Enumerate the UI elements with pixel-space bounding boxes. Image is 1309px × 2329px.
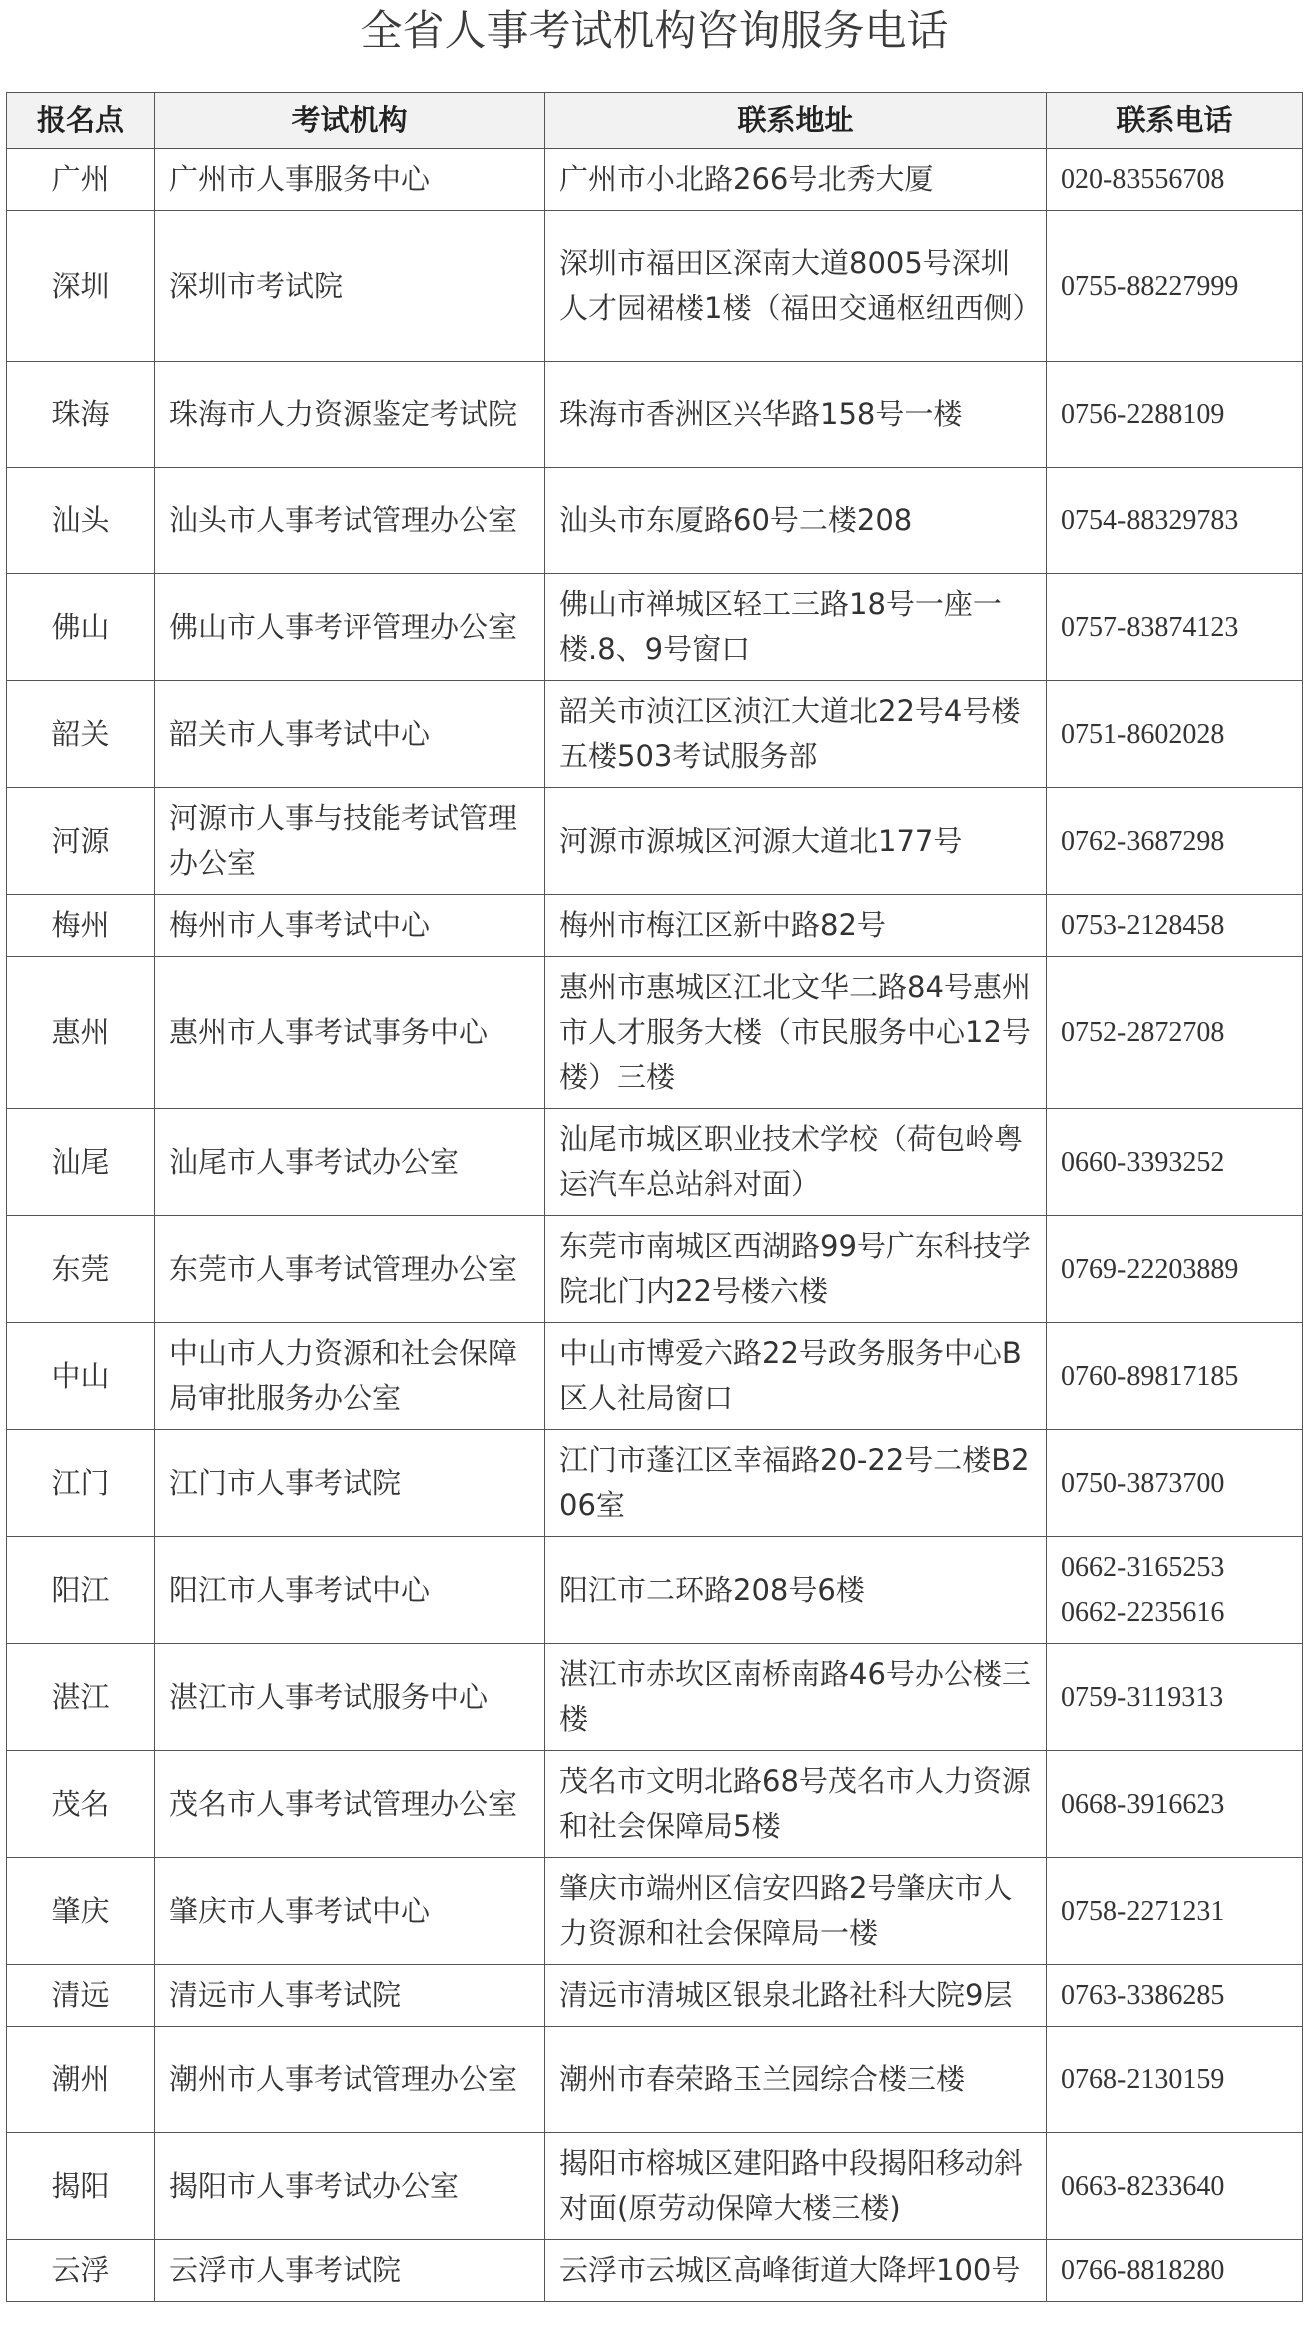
cell-city: 云浮 bbox=[7, 2240, 155, 2302]
table-row bbox=[7, 1751, 1303, 1858]
table-row bbox=[7, 468, 1303, 574]
phone-number: 0753-2128458 bbox=[1061, 910, 1225, 941]
cell-address: 揭阳市榕城区建阳路中段揭阳移动斜对面(原劳动保障大楼三楼) bbox=[545, 2133, 1047, 2240]
table-row bbox=[7, 1430, 1303, 1537]
cell-phone bbox=[1047, 1858, 1303, 1965]
cell-org: 东莞市人事考试管理办公室 bbox=[155, 1216, 545, 1323]
cell-city: 汕头 bbox=[7, 468, 155, 574]
cell-city: 清远 bbox=[7, 1965, 155, 2027]
cell-phone bbox=[1047, 2240, 1303, 2302]
cell-phone bbox=[1047, 1644, 1303, 1751]
cell-org: 湛江市人事考试服务中心 bbox=[155, 1644, 545, 1751]
column-header-address: 联系地址 bbox=[545, 93, 1047, 149]
cell-org: 佛山市人事考评管理办公室 bbox=[155, 574, 545, 681]
cell-city: 深圳 bbox=[7, 211, 155, 362]
phone-number: 0769-22203889 bbox=[1061, 1253, 1239, 1285]
column-header-org: 考试机构 bbox=[155, 93, 545, 149]
cell-phone bbox=[1047, 362, 1303, 468]
cell-phone bbox=[1047, 1323, 1303, 1430]
cell-city: 东莞 bbox=[7, 1216, 155, 1323]
cell-city: 湛江 bbox=[7, 1644, 155, 1751]
cell-address: 湛江市赤坎区南桥南路46号办公楼三楼 bbox=[545, 1644, 1047, 1751]
cell-org: 茂名市人事考试管理办公室 bbox=[155, 1751, 545, 1858]
cell-org: 清远市人事考试院 bbox=[155, 1965, 545, 2027]
table-row bbox=[7, 1644, 1303, 1751]
cell-org: 河源市人事与技能考试管理办公室 bbox=[155, 788, 545, 895]
table-row bbox=[7, 2027, 1303, 2133]
cell-org: 广州市人事服务中心 bbox=[155, 149, 545, 211]
cell-address: 佛山市禅城区轻工三路18号一座一楼.8、9号窗口 bbox=[545, 574, 1047, 681]
cell-address: 汕尾市城区职业技术学校（荷包岭粤运汽车总站斜对面） bbox=[545, 1109, 1047, 1216]
table-row bbox=[7, 574, 1303, 681]
cell-city: 揭阳 bbox=[7, 2133, 155, 2240]
cell-address: 潮州市春荣路玉兰园综合楼三楼 bbox=[545, 2027, 1047, 2133]
cell-org: 惠州市人事考试事务中心 bbox=[155, 957, 545, 1109]
phone-number: 0758-2271231 bbox=[1061, 1895, 1225, 1927]
cell-phone bbox=[1047, 2027, 1303, 2133]
cell-address: 东莞市南城区西湖路99号广东科技学院北门内22号楼六楼 bbox=[545, 1216, 1047, 1323]
phone-number: 0766-8818280 bbox=[1061, 2255, 1225, 2286]
table-row bbox=[7, 1323, 1303, 1430]
cell-address: 阳江市二环路208号6楼 bbox=[545, 1537, 1047, 1644]
cell-org: 韶关市人事考试中心 bbox=[155, 681, 545, 788]
table-row bbox=[7, 2240, 1303, 2302]
table-row bbox=[7, 681, 1303, 788]
cell-org: 阳江市人事考试中心 bbox=[155, 1537, 545, 1644]
table-row bbox=[7, 149, 1303, 211]
cell-city: 广州 bbox=[7, 149, 155, 211]
cell-phone bbox=[1047, 1537, 1303, 1644]
cell-city: 潮州 bbox=[7, 2027, 155, 2133]
table-body bbox=[7, 149, 1303, 2302]
table-row bbox=[7, 957, 1303, 1109]
cell-phone bbox=[1047, 895, 1303, 957]
cell-address: 珠海市香洲区兴华路158号一楼 bbox=[545, 362, 1047, 468]
cell-org: 中山市人力资源和社会保障局审批服务办公室 bbox=[155, 1323, 545, 1430]
phone-number: 0663-8233640 bbox=[1061, 2170, 1225, 2202]
cell-phone bbox=[1047, 2133, 1303, 2240]
phone-number: 0668-3916623 bbox=[1061, 1788, 1225, 1820]
phone-number: 0750-3873700 bbox=[1061, 1467, 1225, 1499]
phone-number: 0759-3119313 bbox=[1061, 1681, 1224, 1713]
cell-org: 汕头市人事考试管理办公室 bbox=[155, 468, 545, 574]
cell-address: 汕头市东厦路60号二楼208 bbox=[545, 468, 1047, 574]
cell-phone bbox=[1047, 681, 1303, 788]
phone-number: 0762-3687298 bbox=[1061, 825, 1225, 857]
table-row bbox=[7, 1537, 1303, 1644]
column-header-city: 报名点 bbox=[7, 93, 155, 149]
table-row bbox=[7, 362, 1303, 468]
column-header-phone: 联系电话 bbox=[1047, 93, 1303, 149]
table-row bbox=[7, 1965, 1303, 2027]
table-row bbox=[7, 1109, 1303, 1216]
phone-number: 0662-2235616 bbox=[1061, 1597, 1225, 1628]
cell-address: 茂名市文明北路68号茂名市人力资源和社会保障局5楼 bbox=[545, 1751, 1047, 1858]
phone-number: 0754-88329783 bbox=[1061, 505, 1239, 536]
cell-city: 中山 bbox=[7, 1323, 155, 1430]
cell-address: 韶关市浈江区浈江大道北22号4号楼五楼503考试服务部 bbox=[545, 681, 1047, 788]
cell-address: 清远市清城区银泉北路社科大院9层 bbox=[545, 1965, 1047, 2027]
cell-city: 汕尾 bbox=[7, 1109, 155, 1216]
phone-number: 0751-8602028 bbox=[1061, 718, 1225, 750]
phone-number: 0660-3393252 bbox=[1061, 1146, 1225, 1178]
phone-number: 0768-2130159 bbox=[1061, 2064, 1225, 2095]
cell-phone bbox=[1047, 1430, 1303, 1537]
cell-city: 珠海 bbox=[7, 362, 155, 468]
cell-phone bbox=[1047, 574, 1303, 681]
cell-phone bbox=[1047, 1751, 1303, 1858]
cell-org: 云浮市人事考试院 bbox=[155, 2240, 545, 2302]
cell-address: 深圳市福田区深南大道8005号深圳人才园裙楼1楼（福田交通枢纽西侧） bbox=[545, 211, 1047, 362]
contacts-table bbox=[6, 92, 1303, 2302]
cell-org: 潮州市人事考试管理办公室 bbox=[155, 2027, 545, 2133]
cell-address: 肇庆市端州区信安四路2号肇庆市人力资源和社会保障局一楼 bbox=[545, 1858, 1047, 1965]
cell-city: 肇庆 bbox=[7, 1858, 155, 1965]
phone-number: 0755-88227999 bbox=[1061, 270, 1239, 302]
table-header-row bbox=[7, 93, 1303, 149]
cell-city: 阳江 bbox=[7, 1537, 155, 1644]
cell-org: 梅州市人事考试中心 bbox=[155, 895, 545, 957]
cell-phone bbox=[1047, 957, 1303, 1109]
cell-city: 江门 bbox=[7, 1430, 155, 1537]
cell-address: 梅州市梅江区新中路82号 bbox=[545, 895, 1047, 957]
cell-city: 佛山 bbox=[7, 574, 155, 681]
cell-phone bbox=[1047, 149, 1303, 211]
cell-phone bbox=[1047, 788, 1303, 895]
cell-org: 江门市人事考试院 bbox=[155, 1430, 545, 1537]
table-row bbox=[7, 1216, 1303, 1323]
cell-phone bbox=[1047, 468, 1303, 574]
cell-org: 揭阳市人事考试办公室 bbox=[155, 2133, 545, 2240]
table-row bbox=[7, 895, 1303, 957]
cell-org: 汕尾市人事考试办公室 bbox=[155, 1109, 545, 1216]
cell-city: 河源 bbox=[7, 788, 155, 895]
phone-number: 020-83556708 bbox=[1061, 164, 1225, 195]
cell-phone bbox=[1047, 211, 1303, 362]
phone-number: 0752-2872708 bbox=[1061, 1017, 1225, 1048]
table-row bbox=[7, 211, 1303, 362]
phone-number: 0662-3165253 bbox=[1061, 1552, 1225, 1583]
phone-number: 0756-2288109 bbox=[1061, 399, 1225, 430]
cell-org: 深圳市考试院 bbox=[155, 211, 545, 362]
cell-address: 江门市蓬江区幸福路20-22号二楼B206室 bbox=[545, 1430, 1047, 1537]
cell-org: 肇庆市人事考试中心 bbox=[155, 1858, 545, 1965]
cell-address: 中山市博爱六路22号政务服务中心B区人社局窗口 bbox=[545, 1323, 1047, 1430]
cell-phone bbox=[1047, 1965, 1303, 2027]
cell-phone bbox=[1047, 1216, 1303, 1323]
table-row bbox=[7, 788, 1303, 895]
phone-number: 0760-89817185 bbox=[1061, 1360, 1239, 1392]
cell-city: 茂名 bbox=[7, 1751, 155, 1858]
cell-city: 梅州 bbox=[7, 895, 155, 957]
cell-city: 韶关 bbox=[7, 681, 155, 788]
cell-address: 惠州市惠城区江北文华二路84号惠州市人才服务大楼（市民服务中心12号楼）三楼 bbox=[545, 957, 1047, 1109]
phone-number: 0763-3386285 bbox=[1061, 1980, 1225, 2011]
page-title: 全省人事考试机构咨询服务电话 bbox=[360, 6, 949, 55]
cell-phone bbox=[1047, 1109, 1303, 1216]
cell-city: 惠州 bbox=[7, 957, 155, 1109]
table-row bbox=[7, 1858, 1303, 1965]
cell-address: 云浮市云城区高峰街道大降坪100号 bbox=[545, 2240, 1047, 2302]
cell-address: 河源市源城区河源大道北177号 bbox=[545, 788, 1047, 895]
cell-org: 珠海市人力资源鉴定考试院 bbox=[155, 362, 545, 468]
table-row bbox=[7, 2133, 1303, 2240]
cell-address: 广州市小北路266号北秀大厦 bbox=[545, 149, 1047, 211]
phone-number: 0757-83874123 bbox=[1061, 611, 1239, 643]
